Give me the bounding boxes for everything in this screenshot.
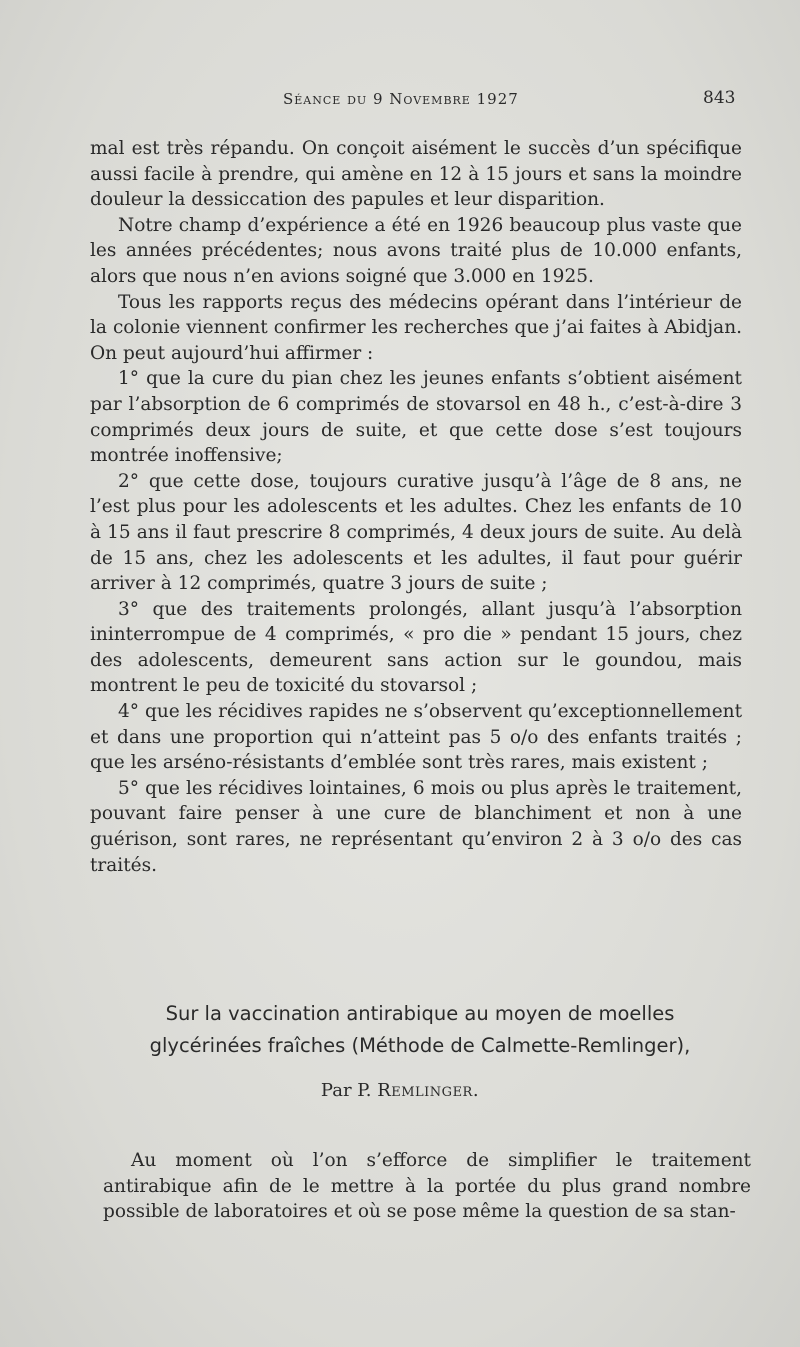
article-title-line: Sur la vaccination antirabique au moyen de moelles	[165, 1002, 675, 1025]
paragraph: Tous les rapports reçus des médecins opérant dans l’intérieur de la colonie viennent confirmer les recherches que j’ai faites à Abidjan. On peut aujourd’hui affirmer :	[90, 291, 742, 364]
list-item: 2° que cette dose, toujours curative jusqu’à l’âge de 8 ans, ne l’est plus pour les adolescents et les adultes. Chez les enfants de 10 à 15 ans il faut prescrire 8 comprimés, 4 deux jours de suite. Au delà de 15 ans, chez les adolescents et les adultes, il faut pour guérir arriver à 12 comprimés, quatre 3 jours de suite ;	[90, 470, 742, 595]
list-item: 5° que les récidives lointaines, 6 mois ou plus après le traitement, pouvant faire penser à une cure de blanchiment et non à une guérison, sont rares, ne représentant qu’environ 2 à 3 o/o des cas traités.	[90, 777, 742, 876]
list-item: 3° que des traitements prolongés, allant jusqu’à l’absorption ininterrompue de 4 comprimés, « pro die » pendant 15 jours, chez des adolescents, demeurent sans action sur le goundou, mais montrent le peu de toxicité du stovarsol ;	[90, 598, 742, 697]
author-name: Remlinger.	[377, 1080, 480, 1101]
page-header	[0, 90, 800, 114]
running-title: Séance du 9 Novembre 1927	[283, 90, 519, 108]
author-prefix: Par P.	[320, 1080, 372, 1101]
paragraph: mal est très répandu. On conçoit aisément le succès d’un spécifique aussi facile à prendre, qui amène en 12 à 15 jours et sans la moindre douleur la dessiccation des papules et leur disparition.	[90, 138, 742, 211]
article-title	[100, 998, 740, 1062]
paragraph: Au moment où l’on s’efforce de simplifier le traitement antirabique afin de le mettre à la portée du plus grand nombre possible de laboratoires et où se pose même la question de sa stan-	[103, 1150, 751, 1223]
article-author	[0, 1080, 800, 1101]
list-item: 4° que les récidives rapides ne s’observent qu’exceptionnellement et dans une proportion qui n’atteint pas 5 o/o des enfants traités ; que les arséno-résistants d’emblée sont très rares, mais existent ;	[90, 701, 742, 774]
list-item: 1° que la cure du pian chez les jeunes enfants s’obtient aisément par l’absorption de 6 comprimés de stovarsol en 48 h., c’est-à-dire 3 comprimés deux jours de suite, et que cette dose s’est toujours montrée inoffensive;	[90, 368, 742, 467]
page-number: 843	[703, 88, 736, 108]
paragraph: Notre champ d’expérience a été en 1926 beaucoup plus vaste que les années précédentes; nous avons traité plus de 10.000 enfants, alors que nous n’en avions soigné que 3.000 en 1925.	[90, 214, 742, 287]
article-body	[103, 1148, 751, 1225]
body-text	[90, 136, 742, 878]
article-title-line: glycérinées fraîches (Méthode de Calmette-Remlinger),	[149, 1034, 691, 1057]
